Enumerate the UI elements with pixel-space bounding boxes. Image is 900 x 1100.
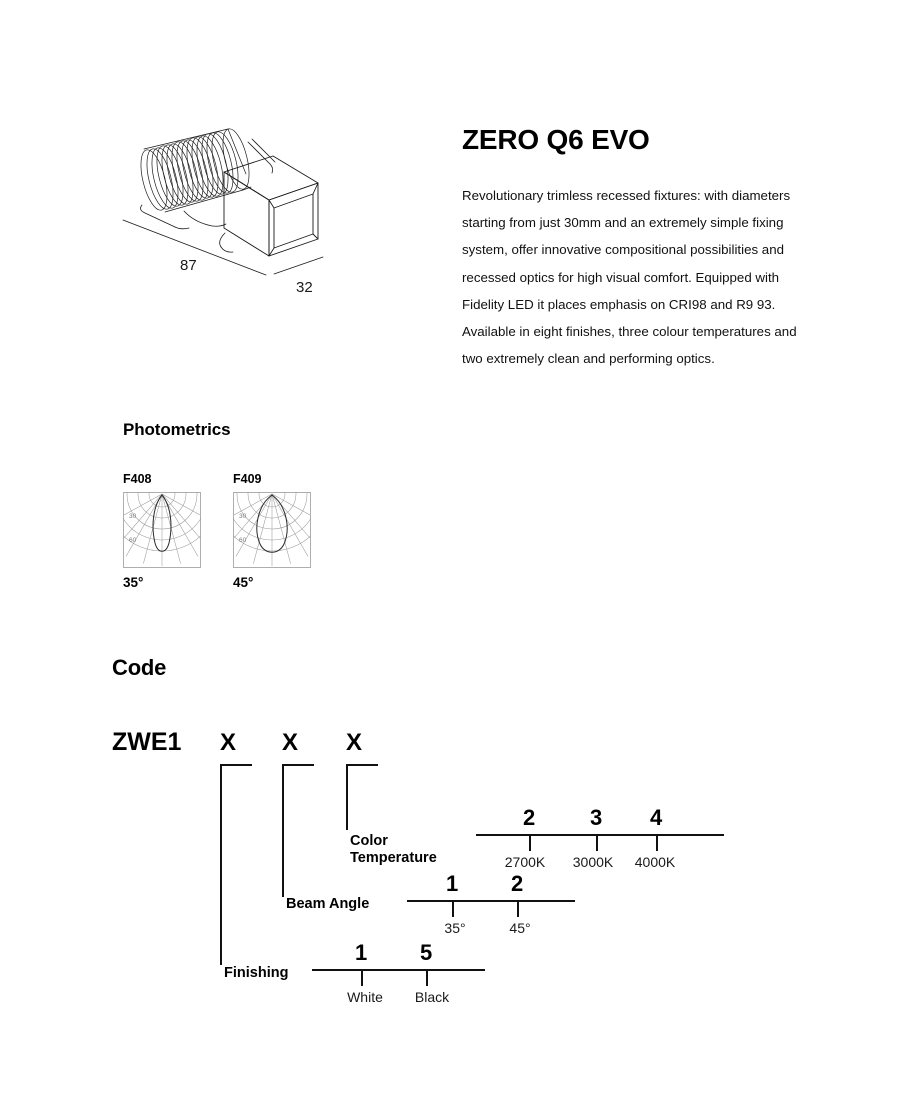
photometrics-section xyxy=(123,420,523,590)
photometric-grid-label-60: 60 xyxy=(129,537,137,544)
photometric-grid-label-60: 60 xyxy=(239,537,247,544)
option-text-black: Black xyxy=(414,989,450,1005)
photometric-code-f408: F408 xyxy=(123,472,152,486)
branch-label-color-temperature-line1: Color xyxy=(350,833,388,849)
code-placeholder-finishing: X xyxy=(220,729,237,756)
option-digit-35deg: 1 xyxy=(446,871,459,896)
photometric-angle-f408: 35° xyxy=(123,575,144,590)
dimension-label-width: 32 xyxy=(296,279,313,296)
code-heading: Code xyxy=(112,655,167,680)
option-digit-45deg: 2 xyxy=(511,871,524,896)
option-text-2700k: 2700K xyxy=(504,854,546,870)
product-title: ZERO Q6 EVO xyxy=(462,124,650,155)
product-technical-drawing xyxy=(118,112,348,302)
photometric-grid xyxy=(123,492,201,566)
option-text-35deg: 35° xyxy=(444,920,466,936)
photometric-angle-f409: 45° xyxy=(233,575,254,590)
photometric-diagram-f408 xyxy=(123,492,201,568)
code-base-prefix: ZWE1 xyxy=(112,728,182,756)
photometric-grid xyxy=(233,492,311,566)
option-digit-2700k: 2 xyxy=(523,805,536,830)
product-description: Revolutionary trimless recessed fixtures: with diameters starting from just 30mm and an extremely simple fixing system, offer innovative compositional possibilities and recessed optics for high visual comfort. Equipped with Fidelity LED it places emphasis on CRI98 and R9 93. Available in eight finishes, three colour temperatures and two extremely clean and performing optics. xyxy=(462,187,797,367)
option-digit-white: 1 xyxy=(355,940,368,965)
photometric-item-f409 xyxy=(233,472,311,590)
photometrics-heading: Photometrics xyxy=(123,420,231,439)
photometric-item-f408 xyxy=(123,472,201,590)
option-digit-black: 5 xyxy=(420,940,433,965)
dimension-label-length: 87 xyxy=(180,257,197,274)
code-branch-beam-angle xyxy=(286,871,575,936)
code-placeholder-beam-angle: X xyxy=(282,729,299,756)
heatsink-fins xyxy=(136,126,254,212)
branch-label-finishing: Finishing xyxy=(224,965,289,981)
code-placeholder-color-temperature: X xyxy=(346,729,363,756)
branch-label-color-temperature-line2: Temperature xyxy=(350,850,437,866)
option-text-45deg: 45° xyxy=(509,920,531,936)
option-digit-3000k: 3 xyxy=(590,805,603,830)
option-digit-4000k: 4 xyxy=(650,805,663,830)
photometric-diagram-f409 xyxy=(233,492,311,568)
photometric-grid-label-30: 30 xyxy=(239,513,247,520)
code-breakdown-diagram xyxy=(112,655,872,1035)
photometric-grid-label-30: 30 xyxy=(129,513,137,520)
option-text-4000k: 4000K xyxy=(634,854,676,870)
dimension-line-width xyxy=(274,257,323,274)
branch-label-beam-angle: Beam Angle xyxy=(286,896,370,912)
product-drawing-svg xyxy=(118,112,348,302)
option-text-white: White xyxy=(347,989,383,1005)
product-info-block xyxy=(462,125,818,373)
photometrics-diagram-row xyxy=(123,472,523,590)
photometric-code-f409: F409 xyxy=(233,472,262,486)
code-branch-finishing xyxy=(224,940,485,1005)
code-section xyxy=(112,655,872,1035)
code-branch-color-temperature xyxy=(350,805,724,870)
option-text-3000k: 3000K xyxy=(572,854,614,870)
